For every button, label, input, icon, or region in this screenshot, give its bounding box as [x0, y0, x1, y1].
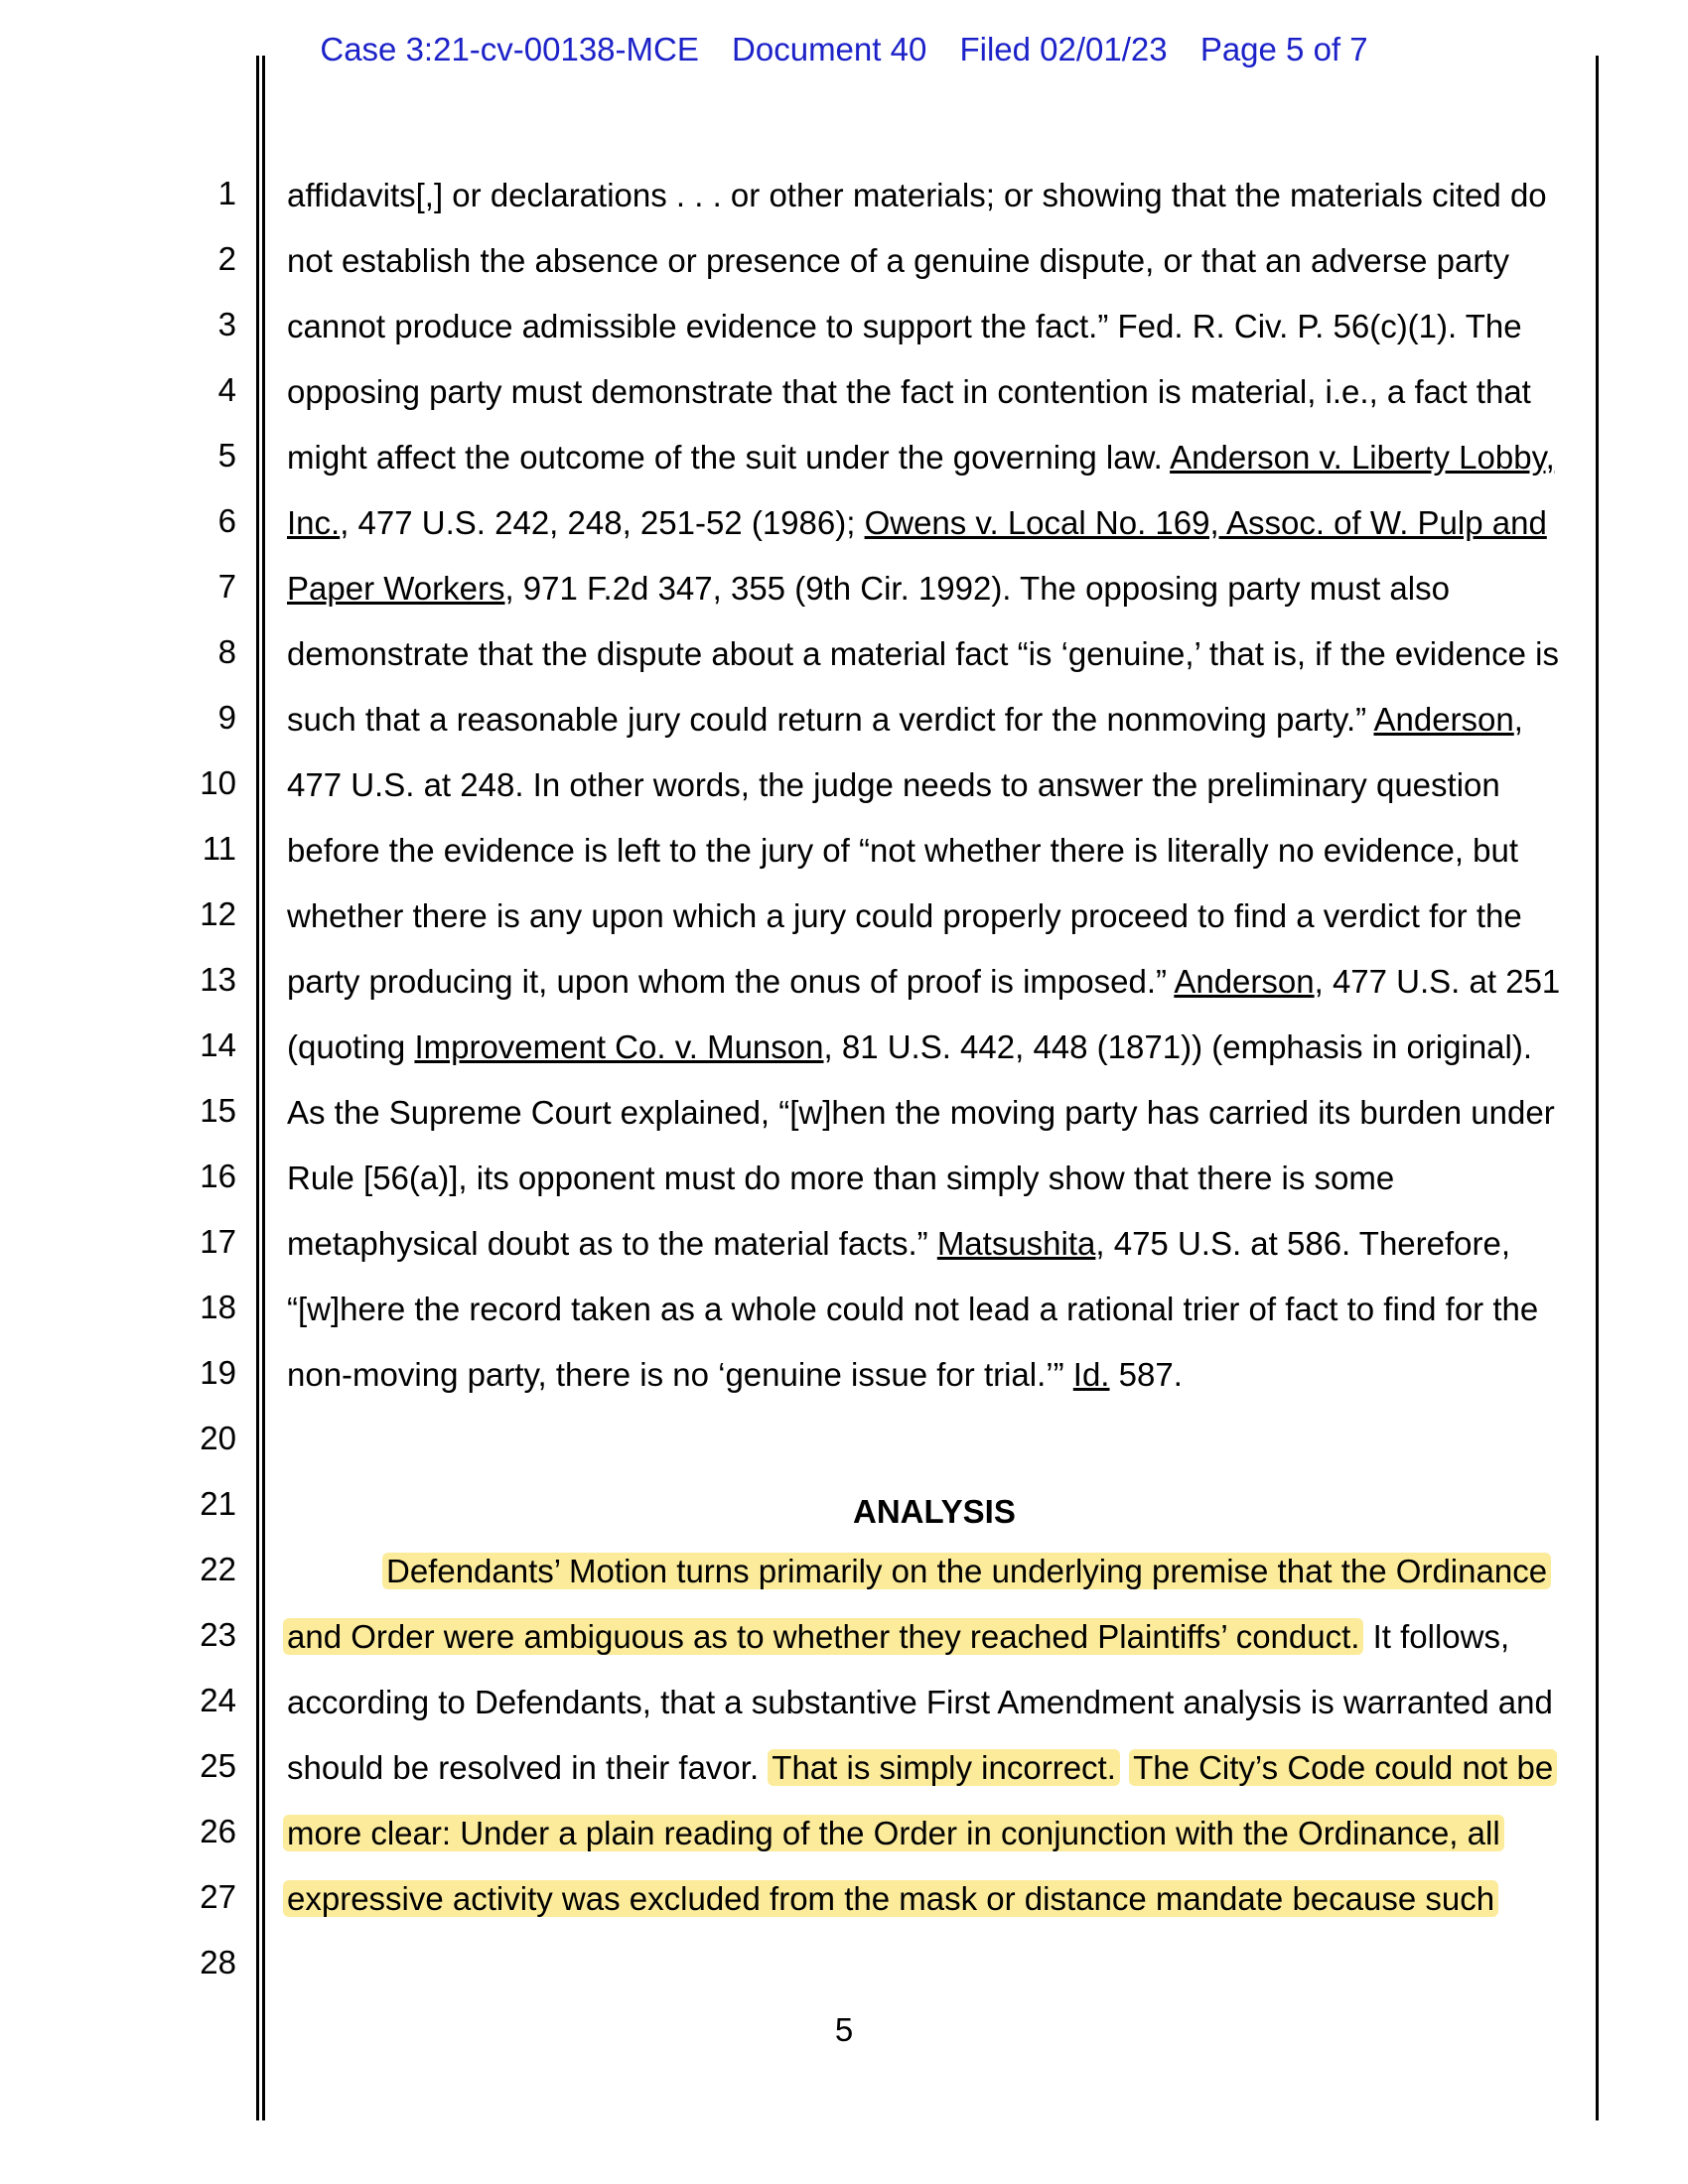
line-number: 2: [217, 240, 236, 277]
case-citation: Id.: [1072, 1356, 1110, 1393]
line-number: 24: [200, 1682, 236, 1718]
highlight: The City’s Code could not be: [1129, 1749, 1557, 1786]
line-number: 27: [200, 1878, 236, 1915]
highlight: expressive activity was excluded from the mask or distance mandate because such: [283, 1880, 1498, 1917]
left-margin-rule: [256, 56, 259, 2120]
text-line-18: “[w]here the record taken as a whole could not lead a rational trier of fact to find for the: [287, 1291, 1539, 1327]
line-number: 10: [200, 764, 236, 801]
line-number: 6: [217, 502, 236, 539]
line-number: 15: [200, 1092, 236, 1129]
text-line-10: 477 U.S. at 248. In other words, the judge needs to answer the preliminary question: [287, 766, 1500, 803]
text-line-16: Rule [56(a)], its opponent must do more than simply show that there is some: [287, 1160, 1395, 1196]
right-margin-rule: [1596, 56, 1599, 2120]
line-number: 9: [217, 699, 236, 736]
text-line-3: cannot produce admissible evidence to support the fact.” Fed. R. Civ. P. 56(c)(1). The: [287, 308, 1522, 344]
text-line-28: [283, 1878, 1498, 1919]
text-line-25: according to Defendants, that a substantive First Amendment analysis is warranted and: [287, 1684, 1553, 1720]
line-number: 7: [217, 568, 236, 605]
text-line-12: whether there is any upon which a jury could properly proceed to find a verdict for the: [287, 897, 1522, 934]
document-number: Document 40: [732, 31, 927, 68]
highlight: Defendants’ Motion turns primarily on the underlying premise that the Ordinance: [382, 1553, 1551, 1589]
section-heading: ANALYSIS: [853, 1493, 1016, 1530]
text-line-15: As the Supreme Court explained, “[w]hen the moving party has carried its burden under: [287, 1094, 1555, 1131]
page-number: 5: [834, 2011, 854, 2048]
text-line-27: [283, 1813, 1504, 1853]
line-number: 1: [217, 175, 236, 211]
line-number: 8: [217, 633, 236, 670]
case-citation: Improvement Co. v. Munson: [414, 1028, 824, 1065]
text-line-1: affidavits[,] or declarations . . . or other materials; or showing that the materials cited do: [287, 177, 1547, 213]
case-citation: Anderson: [1373, 701, 1514, 738]
line-number: 28: [200, 1944, 236, 1980]
text-line-23: [382, 1551, 1551, 1591]
highlight: and Order were ambiguous as to whether they reached Plaintiffs’ conduct.: [283, 1618, 1363, 1655]
text-line-9: such that a reasonable jury could return a verdict for the nonmoving party.” Anderson,: [287, 701, 1523, 738]
line-number: 21: [200, 1485, 236, 1522]
filed-date: Filed 02/01/23: [959, 31, 1168, 68]
line-number: 14: [200, 1026, 236, 1063]
line-number: 22: [200, 1551, 236, 1587]
left-margin-rule-inner: [262, 56, 265, 2120]
line-number: 18: [200, 1289, 236, 1325]
line-number: 23: [200, 1616, 236, 1653]
text-line-11: before the evidence is left to the jury of “not whether there is literally no evidence, but: [287, 832, 1519, 869]
text-line-19: non-moving party, there is no ‘genuine issue for trial.’” Id. 587.: [287, 1356, 1183, 1393]
text-line-7: Paper Workers, 971 F.2d 347, 355 (9th Cir. 1992). The opposing party must also: [287, 570, 1450, 607]
text-line-26: should be resolved in their favor. That is simply incorrect. The City’s Code could not be: [287, 1747, 1557, 1788]
text-line-14: (quoting Improvement Co. v. Munson, 81 U.S. 442, 448 (1871)) (emphasis in original).: [287, 1028, 1533, 1065]
case-citation: Owens v. Local No. 169, Assoc. of W. Pulp and: [864, 504, 1547, 541]
case-citation: Paper Workers: [287, 570, 505, 607]
line-number: 4: [217, 371, 236, 408]
case-citation: Inc.: [287, 504, 341, 541]
line-number: 5: [217, 437, 236, 474]
case-citation: Matsushita: [936, 1225, 1096, 1262]
line-number: 12: [200, 895, 236, 932]
case-citation: Anderson: [1174, 963, 1315, 1000]
page-count: Page 5 of 7: [1199, 31, 1368, 68]
line-number: 20: [200, 1420, 236, 1456]
text-line-4: opposing party must demonstrate that the fact in contention is material, i.e., a fact that: [287, 373, 1531, 410]
case-number: Case 3:21-cv-00138-MCE: [320, 31, 699, 68]
highlight: more clear: Under a plain reading of the Order in conjunction with the Ordinance, all: [283, 1815, 1504, 1851]
line-number: 16: [200, 1158, 236, 1194]
text-line-17: metaphysical doubt as to the material facts.” Matsushita, 475 U.S. at 586. Therefore,: [287, 1225, 1511, 1262]
line-number: 19: [200, 1354, 236, 1391]
text-line-2: not establish the absence or presence of a genuine dispute, or that an adverse party: [287, 242, 1509, 279]
line-number: 26: [200, 1813, 236, 1849]
text-line-8: demonstrate that the dispute about a material fact “is ‘genuine,’ that is, if the evidence is: [287, 635, 1560, 672]
highlight: That is simply incorrect.: [768, 1749, 1120, 1786]
text-line-6: Inc., 477 U.S. 242, 248, 251-52 (1986); Owens v. Local No. 169, Assoc. of W. Pulp and: [287, 504, 1547, 541]
line-number: 17: [200, 1223, 236, 1260]
line-number: 3: [217, 306, 236, 342]
text-line-24: and Order were ambiguous as to whether they reached Plaintiffs’ conduct. It follows,: [283, 1616, 1509, 1657]
case-citation: Anderson v. Liberty Lobby,: [1170, 439, 1555, 476]
line-number: 13: [200, 961, 236, 998]
text-line-5: might affect the outcome of the suit under the governing law. Anderson v. Liberty Lobby,: [287, 439, 1555, 476]
line-number: 11: [202, 830, 236, 867]
line-number: 25: [200, 1747, 236, 1784]
case-header: [0, 31, 1688, 68]
text-line-13: party producing it, upon whom the onus of proof is imposed.” Anderson, 477 U.S. at 251: [287, 963, 1561, 1000]
